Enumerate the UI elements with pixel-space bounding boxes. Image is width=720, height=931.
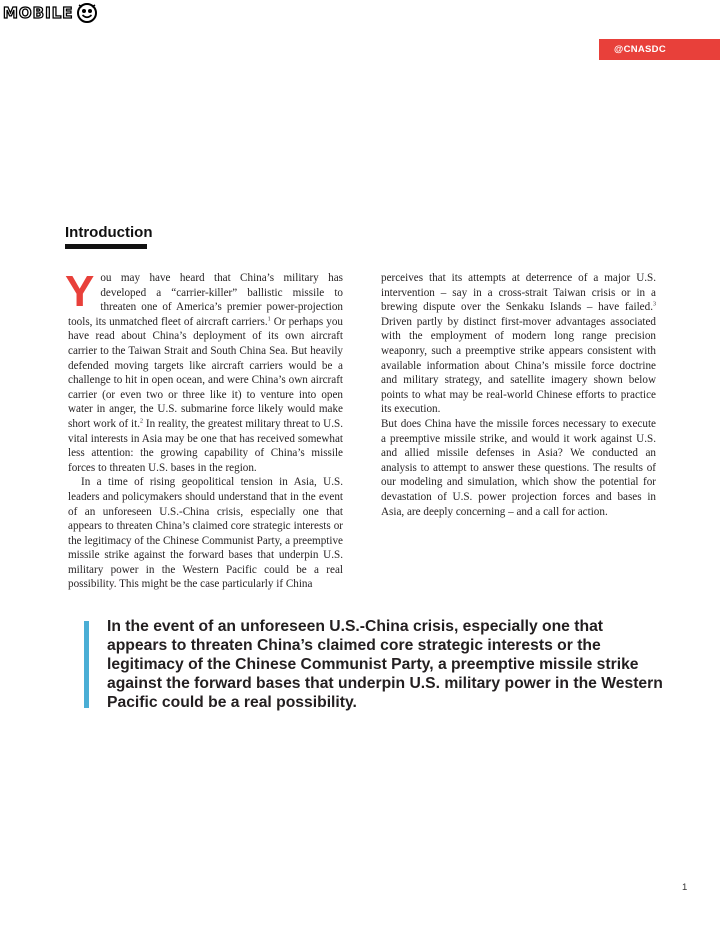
intro-paragraph-2	[381, 271, 656, 417]
smiley-face-icon	[76, 2, 98, 24]
page-number: 1	[682, 882, 688, 893]
footnote-ref: 2	[140, 418, 143, 425]
logo-text: MOBILE	[3, 4, 74, 22]
footnote-ref: 1	[267, 316, 271, 323]
mobile01-logo[interactable]	[3, 2, 98, 24]
paragraph-text: In a time of rising geopolitical tension in Asia, U.S. leaders and policymakers should understand that in the event of an unforeseen U.S.-China crisis, especially one that appears to threaten China’s claimed core strategic interests or the legitimacy of the Chinese Communist Party, a preemptive missile strike against the forward bases that underpin U.S. military power in the Western Pacific could be a real possibility. This might be the case particularly if China	[68, 476, 343, 591]
footnote-ref: 3	[653, 301, 656, 308]
intro-paragraph-1	[65, 267, 343, 475]
pullquote-bar	[84, 621, 89, 708]
paragraph-text: ou may have heard that China’s military has developed a “carrier-killer” ballistic missile to threaten one of America’s premier power-projection tools, its unmatched fleet of aircraft carriers.	[68, 272, 343, 328]
paragraph-text: Or perhaps you have read about China’s deployment of its own aircraft carrier to the Taiwan Strait and South China Sea. But heavily defended moving targets like aircraft carriers would be a challenge to hit in open ocean, and were China’s own aircraft carrier (or even two or three like it) to venture into open water in anger, the U.S. submarine force likely would make short work of it.	[68, 315, 343, 430]
paragraph-text: perceives that its attempts at deterrence of a major U.S. intervention – say in a cross-strait Taiwan crisis or in a brewing dispute over the Senkaku Islands – have failed.	[381, 272, 656, 314]
paragraph-text: Driven partly by distinct first-mover advantages associated with the employment of modern long range precision weaponry, such a preemptive strike appears consistent with available information about China’s missile force doctrine and military strategy, and satellite imagery shown below points to what may be real-world Chinese efforts to practice its execution.	[381, 315, 656, 416]
pullquote: In the event of an unforeseen U.S.-China crisis, especially one that appears to threaten China’s claimed core strategic interests or the legitimacy of the Chinese Communist Party, a preemptive missile strike against the forward bases that underpin U.S. military power in the Western Pacific could be a real possibility.	[107, 618, 663, 711]
intro-paragraph-2	[68, 475, 343, 592]
paragraph-text: But does China have the missile forces necessary to execute a preemptive missile strike, and would it work against U.S. and allied missile defenses in Asia? We conducted an analysis to attempt to answer these questions. The results of our modeling and simulation, which show the potential for devastation of U.S. power projection forces and bases in Asia, are deeply concerning – and a call for action.	[381, 417, 656, 518]
body-column-right	[381, 271, 656, 519]
heading-underline	[65, 244, 147, 249]
body-column-left	[65, 267, 343, 592]
paragraph-text: In reality, the greatest military threat to U.S. vital interests in Asia may be one that has received somewhat less attention: the growing capability of China’s missile forces to threaten U.S. bases in the region.	[68, 417, 343, 474]
section-heading: Introduction	[65, 224, 153, 241]
intro-paragraph-3	[381, 417, 656, 519]
twitter-handle-tag: @CNASDC	[599, 39, 720, 60]
drop-cap: Y	[65, 267, 95, 316]
